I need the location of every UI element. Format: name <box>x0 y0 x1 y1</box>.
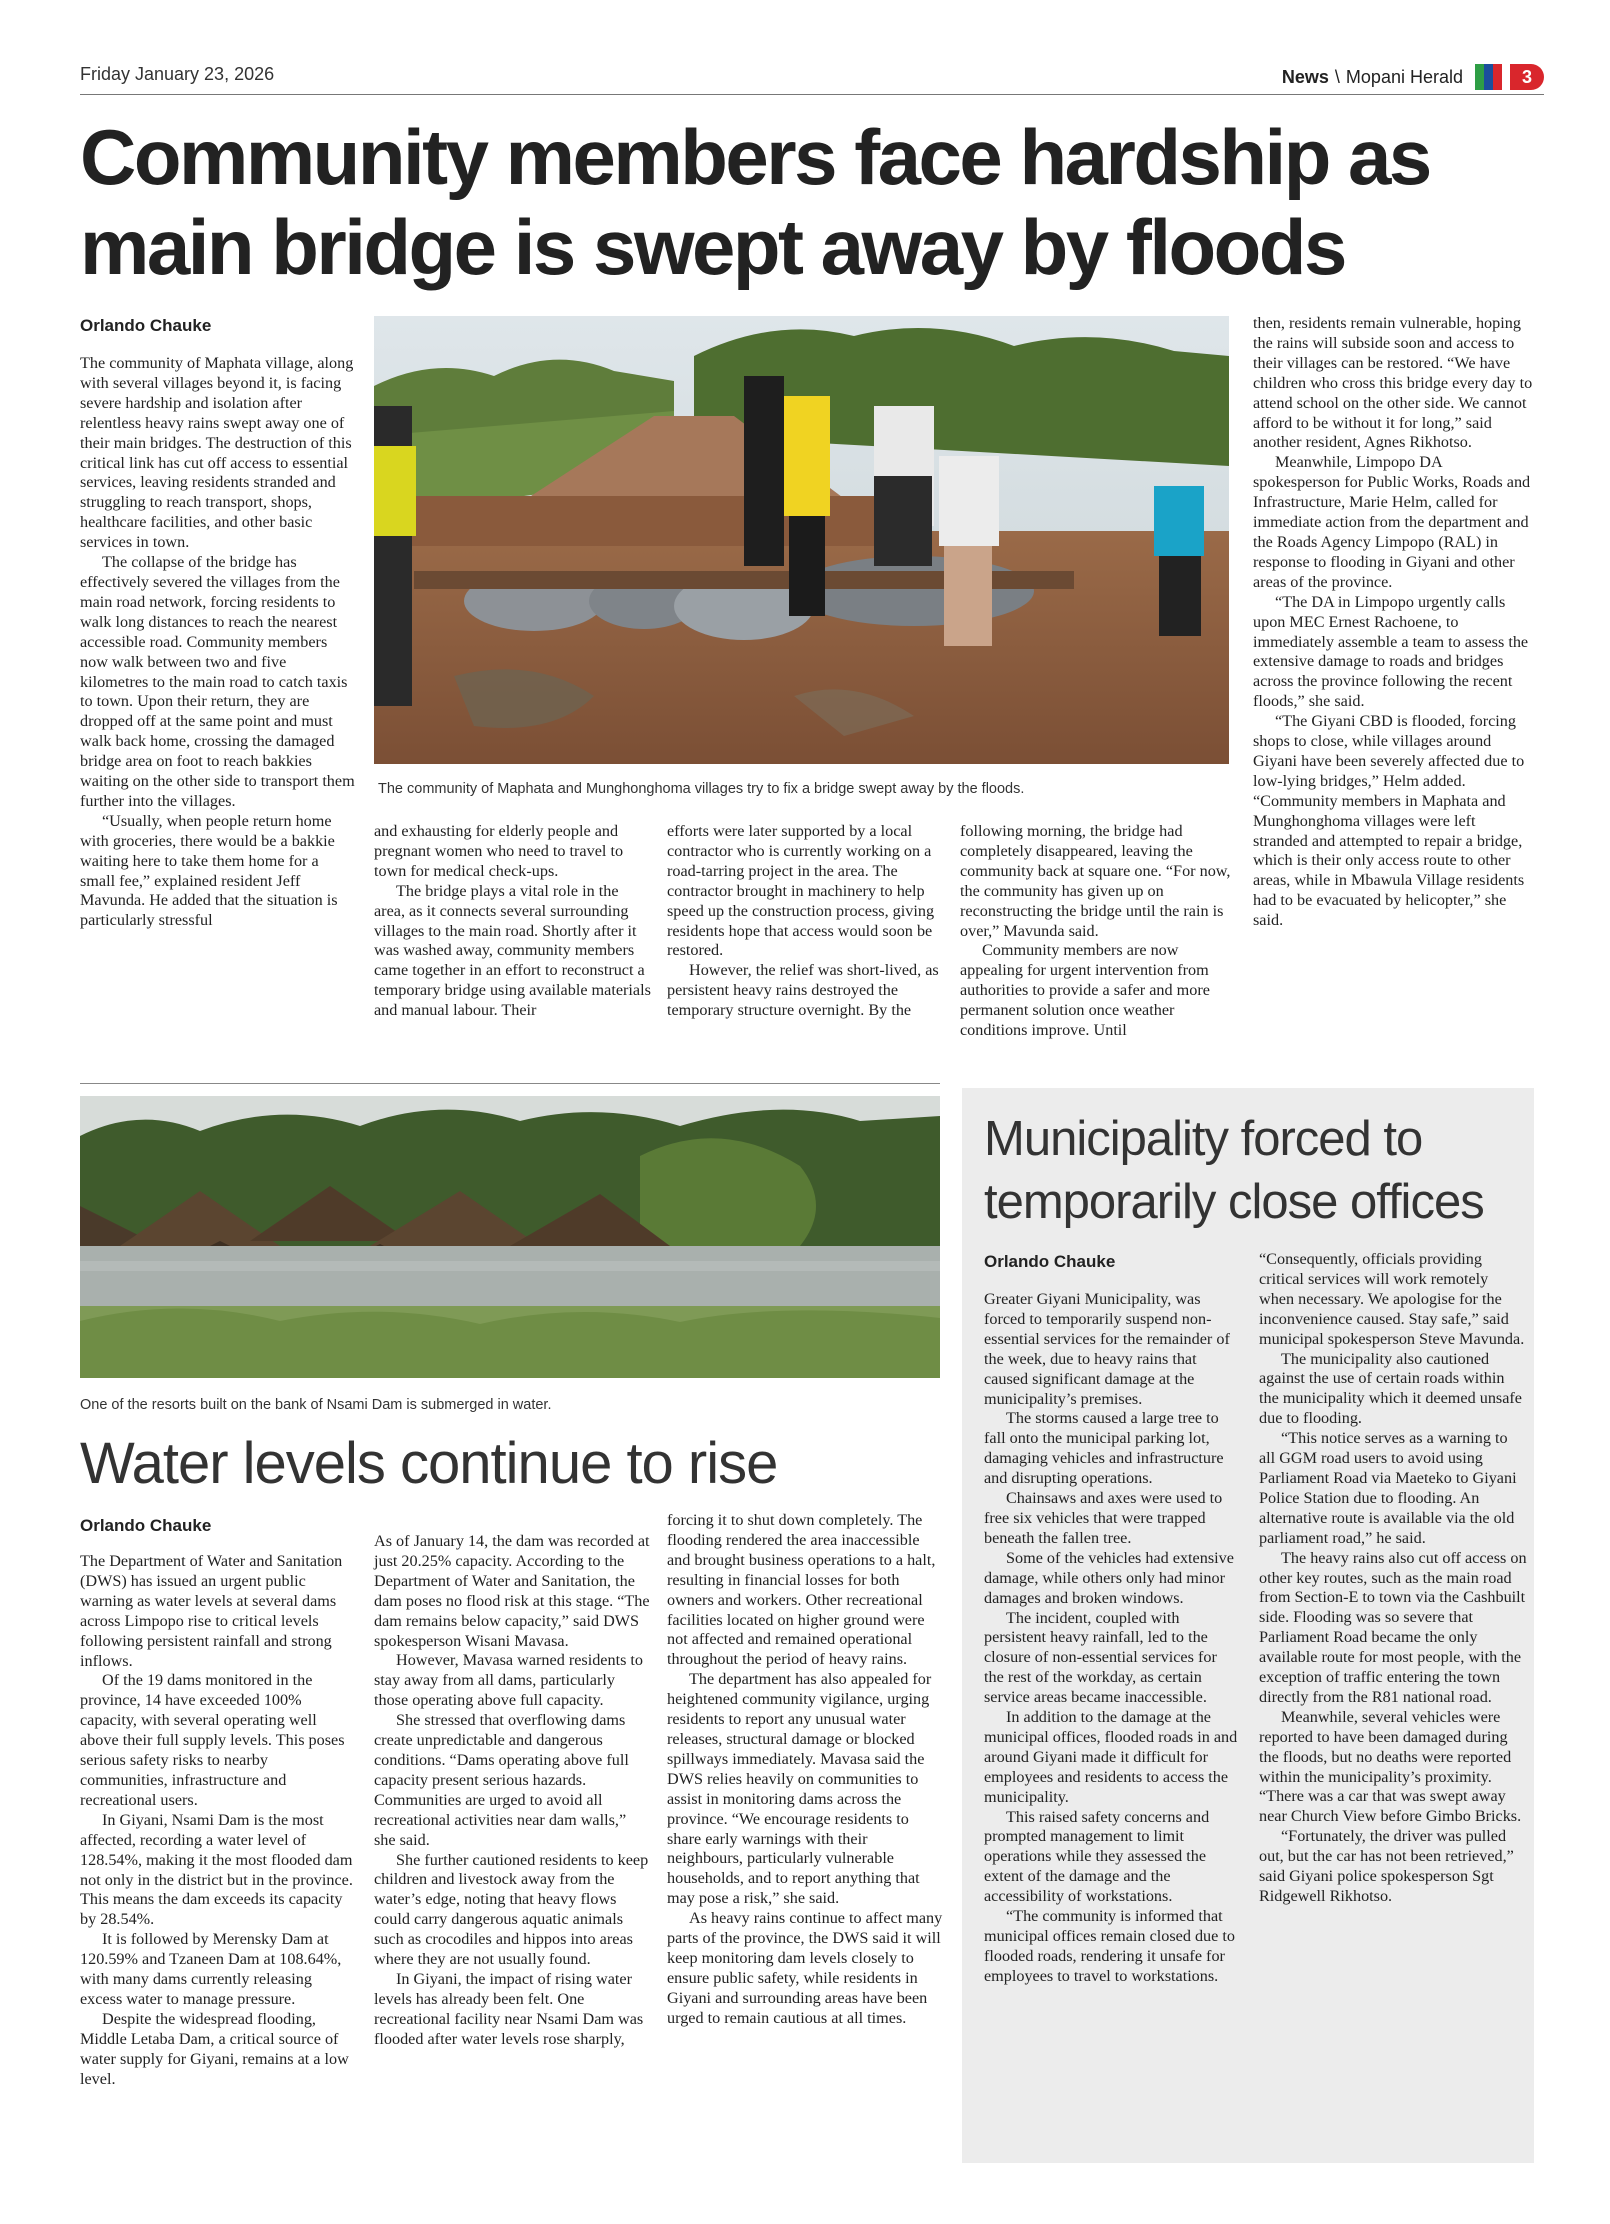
paragraph: “Fortunately, the driver was pulled out, but the car has not been retrieved,” said Giyani police spokesperson Sgt Ridgewell Rikhotso. <box>1259 1827 1514 1905</box>
paragraph: Some of the vehicles had extensive damage, while others only had minor damages and broken windows. <box>984 1548 1234 1607</box>
paragraph: Meanwhile, Limpopo DA spokesperson for Public Works, Roads and Infrastructure, Marie Helm, called for immediate action from the department and the Roads Agency Limpopo (RAL) in response to flooding in Giyani and other areas of the province. <box>1253 453 1531 591</box>
paragraph: “The Giyani CBD is flooded, forcing shops to close, while villages around Giyani have been severely affected due to low-lying bridges,” Helm added. “Community members in Maphata and Munghonghoma villages were left stranded and attempted to repair a bridge, which is their only access route to other areas, while in Mbawula Village residents had to be evacuated by helicopter,” she said. <box>1253 712 1525 930</box>
story1-column-2 <box>374 822 651 1021</box>
paragraph: The community of Maphata village, along with several villages beyond it, is facing severe hardship and isolation after relentless heavy rains swept away one of their main bridges. The destruction of this critical link has cut off access to essential services, leaving residents stranded and struggling to reach transport, shops, healthcare facilities, and other basic services in town. <box>80 354 354 552</box>
paragraph: Greater Giyani Municipality, was forced to temporarily suspend non-essential services for the remainder of the week, due to heavy rains that caused significant damage at the municipality’s premises. <box>984 1290 1230 1408</box>
paragraph: As of January 14, the dam was recorded at just 20.25% capacity. According to the Department of Water and Sanitation, the dam poses no flood risk at this stage. “The dam remains below capacity,” said DWS spokesperson Wisani Mavasa. <box>374 1532 650 1650</box>
paragraph: “This notice serves as a warning to all GGM road users to avoid using Parliament Road via Maeteko to Giyani Police Station due to flooding. An alternative route is available via the old parliament road,” he said. <box>1259 1429 1517 1547</box>
page-number: 3 <box>1510 64 1544 90</box>
paragraph: In Giyani, the impact of rising water levels has already been felt. One recreational facility near Nsami Dam was flooded after water levels rose sharply, <box>374 1969 644 2048</box>
paragraph: “Consequently, officials providing critical services will work remotely when necessary. We apologise for the inconvenience caused. Stay safe,” said municipal spokesperson Steve Mavunda. <box>1259 1250 1525 1348</box>
paragraph: The municipality also cautioned against the use of certain roads within the municipality which it deemed unsafe due to flooding. <box>1259 1349 1522 1428</box>
bridge-photo <box>374 316 1229 764</box>
paragraph: The incident, coupled with persistent heavy rainfall, led to the closure of non-essential services for the rest of the workday, as certain service areas became inaccessible. <box>984 1608 1217 1707</box>
story2-byline: Orlando Chauke <box>80 1516 212 1535</box>
story3-column-1 <box>984 1290 1238 1987</box>
story2-headline: Water levels continue to rise <box>80 1431 778 1496</box>
dam-resort-photo-image <box>80 1096 940 1378</box>
story2-column-3 <box>667 1511 944 2029</box>
paragraph: Community members are now appealing for urgent intervention from authorities to provide a safer and more permanent solution once weather conditions improve. Until <box>960 941 1210 1040</box>
story3-column-2 <box>1259 1250 1527 1907</box>
section-label: News <box>1281 66 1329 87</box>
story2-column-2 <box>374 1532 651 2050</box>
paragraph: The bridge plays a vital role in the area, as it connects several surrounding villages to the main road. Shortly after it was washed away, community members came together in an effort to reconstruct a temporary bridge using available materials and manual labour. Their <box>374 881 651 1020</box>
paragraph: and exhausting for elderly people and pregnant women who need to travel to town for medical check-ups. <box>374 822 624 880</box>
paragraph: following morning, the bridge had completely disappeared, leaving the community back at square one. “For now, the community has given up on reconstructing the bridge until the rain is over,” Mavunda said. <box>960 822 1231 940</box>
paragraph: In Giyani, Nsami Dam is the most affected, recording a water level of 128.54%, making it the most flooded dam not only in the district but in the province. This means the dam exceeds its capacity by 28.54%. <box>80 1810 353 1929</box>
paragraph: “The DA in Limpopo urgently calls upon MEC Ernest Rachoene, to immediately assemble a team to assess the extensive damage to roads and bridges across the province following the recent floods,” she said. <box>1253 592 1529 711</box>
paragraph: The storms caused a large tree to fall onto the municipal parking lot, damaging vehicles and infrastructure and disrupting operations. <box>984 1409 1224 1488</box>
paragraph: “Usually, when people return home with groceries, there would be a bakkie waiting here to take them home for a small fee,” explained resident Jeff Mavunda. He added that the situation is particularly stressful <box>80 811 338 930</box>
paragraph: then, residents remain vulnerable, hoping the rains will subside soon and access to their villages can be restored. “We have children who cross this bridge every day to attend school on the other side. We cannot afford to be without it for long,” said another resident, Agnes Rikhotso. <box>1253 314 1533 452</box>
story1-headline: Community members face hardship as main bridge is swept away by floods <box>80 113 1430 291</box>
paragraph: She further cautioned residents to keep children and livestock away from the water’s edge, noting that heavy flows could carry dangerous aquatic animals such as crocodiles and hippos into areas where they are not usually found. <box>374 1850 649 1969</box>
paragraph: It is followed by Merensky Dam at 120.59% and Tzaneen Dam at 108.64%, with many dams currently releasing excess water to manage pressure. <box>80 1930 342 2008</box>
publication-name: Mopani Herald <box>1345 66 1463 87</box>
paragraph: Meanwhile, several vehicles were reported to have been damaged during the floods, but no deaths were reported within the municipality’s proximity. “There was a car that was swept away near Church View before Gimbo Bricks. <box>1259 1707 1522 1826</box>
paragraph: In addition to the damage at the municipal offices, flooded roads in and around Giyani made it difficult for employees and residents to access the municipality. <box>984 1708 1238 1806</box>
paragraph: She stressed that overflowing dams create unpredictable and dangerous conditions. “Dams operating above full capacity present serious hazards. Communities are urged to avoid all recreational activities near dam walls,” she said. <box>374 1711 629 1849</box>
dam-resort-photo <box>80 1096 940 1378</box>
paragraph: forcing it to shut down completely. The flooding rendered the area inaccessible and brought business operations to a halt, resulting in financial losses for both owners and workers. Other recreational facilities located on higher ground were not affected and remained operational throughout the period of heavy rains. <box>667 1511 936 1669</box>
story3-byline: Orlando Chauke <box>984 1252 1116 1271</box>
story2-photo-caption: One of the resorts built on the bank of Nsami Dam is submerged in water. <box>80 1397 552 1413</box>
bridge-photo-image <box>374 316 1229 764</box>
paragraph: However, Mavasa warned residents to stay away from all dams, particularly those operating above full capacity. <box>374 1651 644 1710</box>
paragraph: This raised safety concerns and prompted management to limit operations while they assessed the extent of the damage and the accessibility of workstations. <box>984 1807 1210 1906</box>
story1-photo-caption: The community of Maphata and Munghonghoma villages try to fix a bridge swept away by the floods. <box>378 781 1025 797</box>
paragraph: As heavy rains continue to affect many parts of the province, the DWS said it will keep monitoring dam levels closely to ensure public safety, while residents in Giyani and surrounding areas have been urged to remain cautious at all times. <box>667 1909 943 2027</box>
story1-column-4 <box>960 822 1237 1041</box>
paragraph: Despite the widespread flooding, Middle Letaba Dam, a critical source of water supply for Giyani, remains at a low level. <box>80 2009 349 2088</box>
flag-stripes-icon <box>1475 64 1502 90</box>
story1-column-5 <box>1253 314 1533 931</box>
header-separator: \ <box>1334 66 1340 87</box>
header-rule <box>80 94 1544 95</box>
page-header-right <box>1282 64 1544 90</box>
paragraph: However, the relief was short-lived, as persistent heavy rains destroyed the temporary structure overnight. By the <box>667 961 939 1020</box>
story1-column-3 <box>667 822 944 1021</box>
story2-column-1 <box>80 1552 357 2089</box>
story1-column-1 <box>80 354 356 931</box>
paragraph: Chainsaws and axes were used to free six vehicles that were trapped beneath the fallen tree. <box>984 1489 1223 1547</box>
story1-byline: Orlando Chauke <box>80 316 212 335</box>
paragraph: The department has also appealed for heightened community vigilance, urging residents to report any unusual water releases, structural damage or blocked spillways immediately. Mavasa said the DWS relies heavily on communities to assist in monitoring dams across the province. “We encourage residents to share early warnings with their neighbours, particularly vulnerable households, and to report anything that may pose a risk,” she said. <box>667 1670 932 1908</box>
paragraph: Of the 19 dams monitored in the province, 14 have exceeded 100% capacity, with several operating well above their full supply levels. This poses serious safety risks to nearby communities, infrastructure and recreational users. <box>80 1671 345 1809</box>
story3-headline: Municipality forced to temporarily close offices <box>984 1112 1484 1229</box>
paragraph: “The community is informed that municipal offices remain closed due to flooded roads, rendering it unsafe for employees to travel to workstations. <box>984 1907 1235 1985</box>
paragraph: efforts were later supported by a local contractor who is currently working on a road-tarring project in the area. The contractor brought in machinery to help speed up the construction process, giving residents hope that access would soon be restored. <box>667 822 935 960</box>
issue-date: Friday January 23, 2026 <box>80 64 275 84</box>
paragraph: The collapse of the bridge has effectively severed the villages from the main road network, forcing residents to walk long distances to reach the nearest accessible road. Community members now walk between two and five kilometres to the main road to catch taxis to town. Upon their return, they are dropped off at the same point and must walk back home, crossing the damaged bridge area on foot to reach bakkies waiting on the other side to transport them further into the villages. <box>80 553 355 810</box>
paragraph: The Department of Water and Sanitation (DWS) has issued an urgent public warning as water levels at several dams across Limpopo rise to critical levels following persistent rainfall and strong inflows. <box>80 1552 343 1670</box>
section-divider <box>80 1083 940 1084</box>
paragraph: The heavy rains also cut off access on other key routes, such as the main road from Section-E to town via the Cashbuilt side. Flooding was so severe that Parliament Road became the only available route for most people, with the exception of traffic entering the town directly from the R81 national road. <box>1259 1548 1527 1706</box>
